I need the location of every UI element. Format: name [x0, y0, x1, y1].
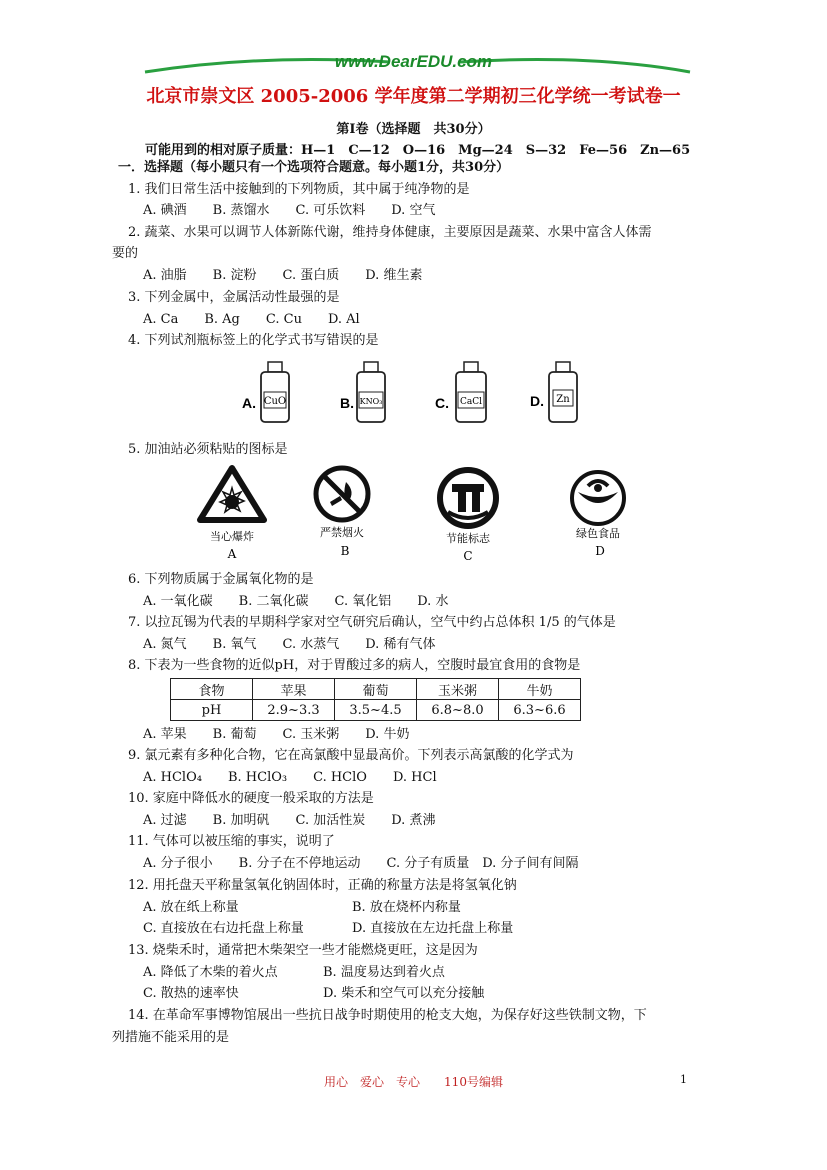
question-14: 14. 在革命军事博物馆展出一些抗日战争时期使用的枪支大炮，为保存好这些铁制文物，下 — [128, 1008, 647, 1023]
sign-d-letter: D — [595, 544, 605, 558]
table-cell: pH — [171, 700, 253, 721]
question-13: 13. 烧柴禾时，通常把木柴架空一些才能燃烧更旺，这是因为 — [128, 943, 478, 958]
table-cell: 葡萄 — [335, 679, 417, 700]
site-url[interactable]: www.DearEDU.com — [334, 52, 493, 71]
question-10-options: A. 过滤 B. 加明矾 C. 加活性炭 D. 煮沸 — [143, 813, 436, 828]
question-8: 8. 下表为一些食物的近似pH，对于胃酸过多的病人，空腹时最宜食用的食物是 — [128, 658, 581, 673]
question-10: 10. 家庭中降低水的硬度一般采取的方法是 — [128, 791, 374, 806]
bottle-c-formula: CaCl — [459, 397, 483, 407]
question-12-option-c: C. 直接放在右边托盘上称量 — [143, 921, 304, 936]
table-cell: 食物 — [171, 679, 253, 700]
question-5: 5. 加油站必须粘贴的图标是 — [128, 442, 288, 457]
question-6-options: A. 一氧化碳 B. 二氧化碳 C. 氧化铝 D. 水 — [143, 594, 449, 609]
atomic-masses: 可能用到的相对原子质量：H—1 C—12 O—16 Mg—24 S—32 Fe—56 Zn—65 — [145, 143, 691, 158]
exam-title: 北京市崇文区 2005-2006 学年度第二学期初三化学统一考试卷一 — [146, 86, 681, 107]
reagent-bottles-figure — [240, 358, 600, 428]
question-9: 9. 氯元素有多种化合物，它在高氯酸中显最高价。下列表示高氯酸的化学式为 — [128, 748, 574, 763]
bottle-b-formula: KNO₃ — [359, 397, 383, 406]
sign-energy-saving — [440, 470, 496, 562]
table-row — [171, 679, 581, 700]
sign-b-letter: B — [340, 544, 350, 558]
question-2-continued: 要的 — [112, 246, 139, 261]
question-12: 12. 用托盘天平称量氢氧化钠固体时，正确的称量方法是将氢氧化钠 — [128, 878, 517, 893]
question-8-options: A. 苹果 B. 葡萄 C. 玉米粥 D. 牛奶 — [143, 727, 410, 742]
bottle-a-formula: CuO — [263, 396, 287, 407]
sign-explosion-warning — [200, 468, 264, 561]
bottle-b-letter: B. — [340, 395, 354, 411]
footer-text: 用心 爱心 专心 110号编辑 — [324, 1075, 503, 1089]
question-14-continued: 列措施不能采用的是 — [112, 1030, 230, 1045]
sign-no-fire — [316, 468, 368, 558]
question-1-options: A. 碘酒 B. 蒸馏水 C. 可乐饮料 D. 空气 — [143, 203, 436, 218]
question-1: 1. 我们日常生活中接触到的下列物质，其中属于纯净物的是 — [128, 182, 470, 197]
sign-d-label: 绿色食品 — [576, 528, 620, 540]
table-cell: 2.9~3.3 — [253, 700, 335, 721]
question-11-options: A. 分子很小 B. 分子在不停地运动 C. 分子有质量 D. 分子间有间隔 — [143, 856, 579, 871]
table-cell: 苹果 — [253, 679, 335, 700]
bottle-c — [435, 362, 486, 422]
table-cell: 3.5~4.5 — [335, 700, 417, 721]
question-3-options: A. Ca B. Ag C. Cu D. Al — [143, 312, 360, 327]
ph-table — [170, 678, 581, 721]
table-cell: 牛奶 — [499, 679, 581, 700]
table-cell: 6.3~6.6 — [499, 700, 581, 721]
bottle-d-letter: D. — [530, 393, 544, 409]
question-12-option-a: A. 放在纸上称量 — [143, 900, 239, 915]
question-7: 7. 以拉瓦锡为代表的早期科学家对空气研究后确认，空气中约占总体积 1/5 的气体是 — [128, 615, 616, 630]
page-number: 1 — [680, 1073, 687, 1086]
question-13-option-d: D. 柴禾和空气可以充分接触 — [323, 986, 485, 1001]
safety-signs-figure — [190, 462, 650, 562]
sign-green-food — [572, 472, 624, 558]
question-13-option-b: B. 温度易达到着火点 — [323, 965, 445, 980]
question-7-options: A. 氮气 B. 氧气 C. 水蒸气 D. 稀有气体 — [143, 637, 436, 652]
question-13-option-c: C. 散热的速率快 — [143, 986, 239, 1001]
question-3: 3. 下列金属中，金属活动性最强的是 — [128, 290, 340, 305]
bottle-d — [530, 362, 577, 422]
section-heading: 一．选择题（每小题只有一个选项符合题意。每小题1分，共30分） — [118, 160, 510, 175]
table-row — [171, 700, 581, 721]
sign-c-label: 节能标志 — [446, 533, 490, 545]
question-2: 2. 蔬菜、水果可以调节人体新陈代谢，维持身体健康，主要原因是蔬菜、水果中富含人体需 — [128, 225, 652, 240]
sign-c-letter: C — [463, 549, 473, 562]
sign-b-label: 严禁烟火 — [320, 527, 364, 539]
question-2-options: A. 油脂 B. 淀粉 C. 蛋白质 D. 维生素 — [143, 268, 423, 283]
question-13-option-a: A. 降低了木柴的着火点 — [143, 965, 278, 980]
table-cell: 玉米粥 — [417, 679, 499, 700]
bottle-b — [340, 362, 385, 422]
question-6: 6. 下列物质属于金属氧化物的是 — [128, 572, 314, 587]
question-11: 11. 气体可以被压缩的事实，说明了 — [128, 834, 335, 849]
sign-a-letter: A — [227, 547, 237, 561]
question-9-options: A. HClO₄ B. HClO₃ C. HClO D. HCl — [143, 770, 437, 785]
question-12-option-d: D. 直接放在左边托盘上称量 — [352, 921, 514, 936]
sign-a-label: 当心爆炸 — [210, 531, 254, 543]
question-4: 4. 下列试剂瓶标签上的化学式书写错误的是 — [128, 333, 379, 348]
bottle-d-formula: Zn — [556, 394, 570, 405]
bottle-a — [242, 362, 289, 422]
table-cell: 6.8~8.0 — [417, 700, 499, 721]
bottle-a-letter: A. — [242, 395, 256, 411]
part-subtitle: 第Ⅰ卷（选择题 共30分） — [336, 122, 491, 137]
question-12-option-b: B. 放在烧杯内称量 — [352, 900, 461, 915]
bottle-c-letter: C. — [435, 395, 449, 411]
